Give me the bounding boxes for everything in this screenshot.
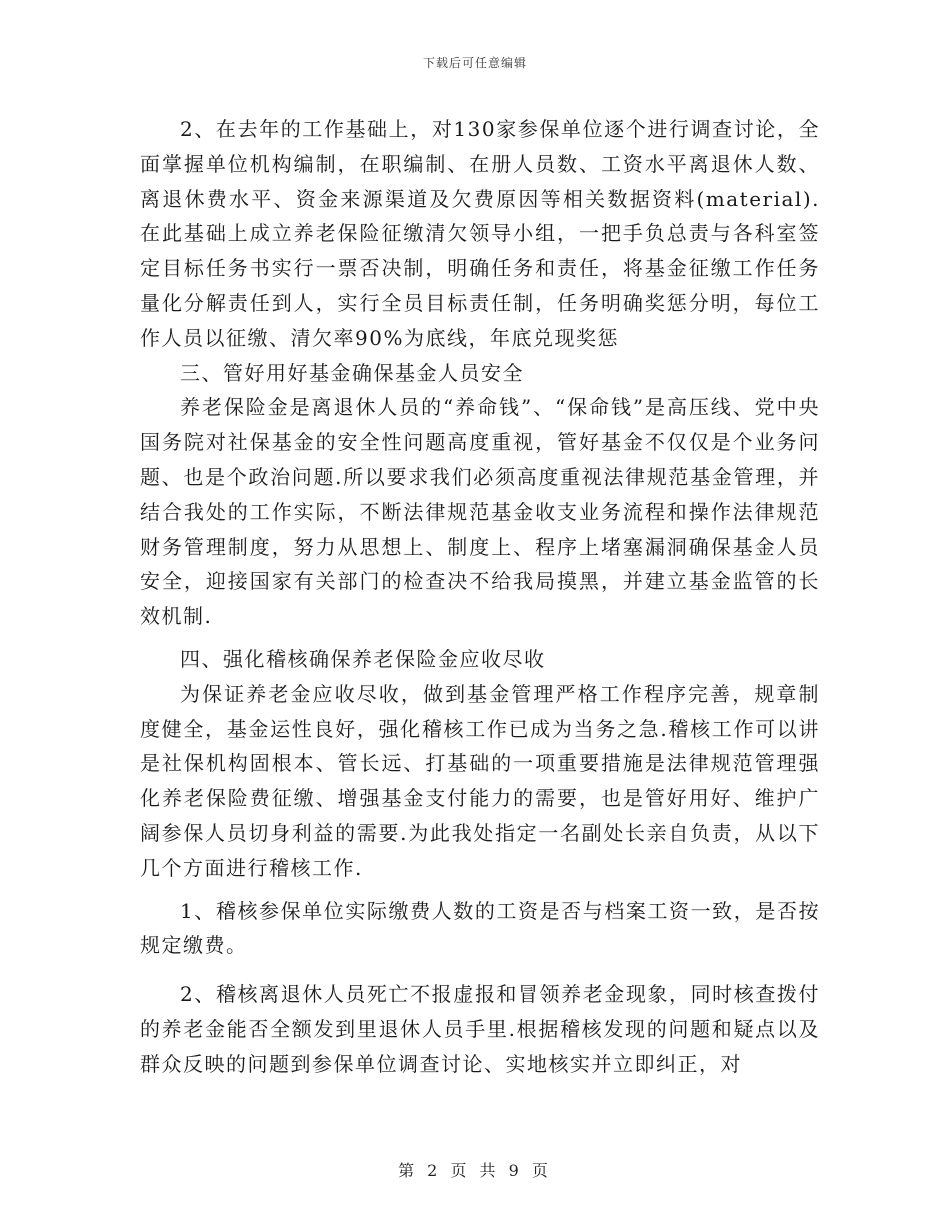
paragraph-audit-item-1: 1、稽核参保单位实际缴费人数的工资是否与档案工资一致，是否按规定缴费。 [140,898,820,958]
paragraph-2-survey: 2、在去年的工作基础上，对130家参保单位逐个进行调查讨论，全面掌握单位机构编制，在职编制、在册人员数、工资水平离退休人数、离退休费水平、资金来源渠道及欠费原因等相关数据资料(material).在此基础上成立养老保险征缴清欠领导小组，一把手负总责与各科室签定目标任务书实行一票否决制，明确任务和责任，将基金征缴工作任务量化分解责任到人，实行全员目标责任制，任务明确奖惩分明，每位工作人员以征缴、清欠率90%为底线，年底兑现奖惩 [140,117,820,350]
page-header: 下载后可任意编辑 [422,56,527,70]
section-heading-3: 三、管好用好基金确保基金人员安全 [180,360,524,385]
paragraph-fund-safety: 养老保险金是离退休人员的“养命钱”、“保命钱”是高压线、党中央国务院对社保基金的安全性问题高度重视，管好基金不仅仅是个业务问题、也是个政治问题.所以要求我们必须高度重视法律规范基金管理，并结合我处的工作实际，不断法律规范基金收支业务流程和操作法律规范财务管理制度，努力从思想上、制度上、程序上堵塞漏洞确保基金人员安全，迎接国家有关部门的检查决不给我局摸黑，并建立基金监管的长效机制. [140,395,820,629]
paragraph-audit-item-2: 2、稽核离退休人员死亡不报虚报和冒领养老金现象，同时核查拨付的养老金能否全额发到里退休人员手里.根据稽核发现的问题和疑点以及群众反映的问题到参保单位调查讨论、实地核实并立即纠正，对 [140,982,820,1076]
page-footer: 第 2 页 共 9 页 [398,1161,552,1180]
paragraph-audit: 为保证养老金应收尽收，做到基金管理严格工作程序完善，规章制度健全，基金运性良好，强化稽核工作已成为当务之急.稽核工作可以讲是社保机构固根本、管长远、打基础的一项重要措施是法律规范管理强化养老保险费征缴、增强基金支付能力的需要，也是管好用好、维护广阔参保人员切身利益的需要.为此我处指定一名副处长亲自负责，从以下几个方面进行稽核工作. [140,681,820,880]
section-heading-4: 四、强化稽核确保养老保险金应收尽收 [180,646,546,671]
document-body [140,112,820,1082]
